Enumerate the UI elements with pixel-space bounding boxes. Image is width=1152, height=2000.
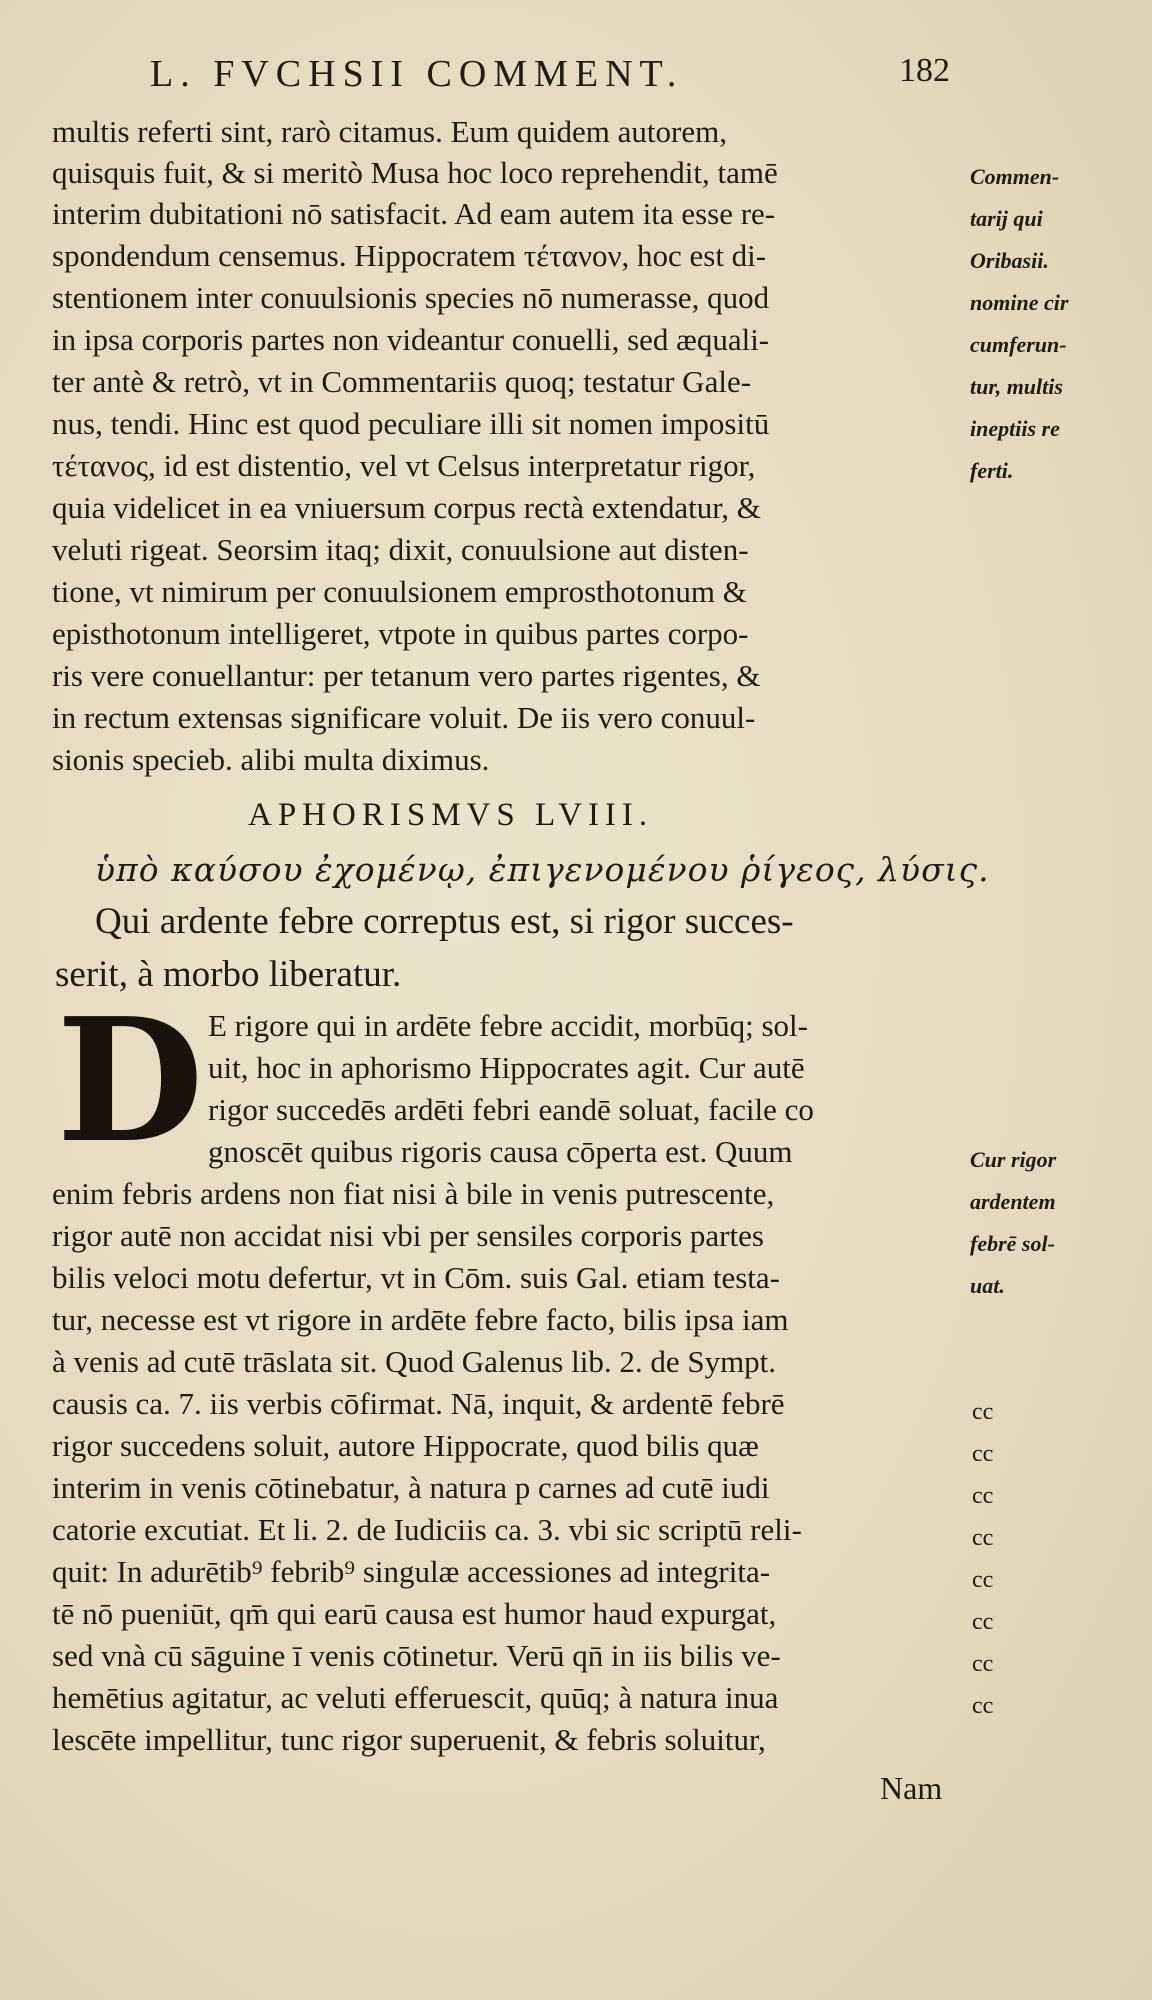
margin-note: Commen- bbox=[970, 164, 1060, 189]
text-line: gnoscēt quibus rigoris causa cōperta est. Quum bbox=[208, 1134, 793, 1169]
page-number: 182 bbox=[899, 52, 950, 89]
text-line: rigor autē non accidat nisi vbi per sensiles corporis partes bbox=[52, 1218, 764, 1253]
text-line: interim in venis cōtinebatur, à natura p carnes ad cutē iudi bbox=[52, 1470, 770, 1505]
aphorism-latin-line: Qui ardente febre correptus est, si rigor succes- bbox=[95, 901, 794, 942]
quote-mark: cc bbox=[972, 1567, 994, 1593]
quote-mark: cc bbox=[972, 1525, 994, 1551]
running-title: L. FVCHSII COMMENT. bbox=[150, 53, 684, 95]
quote-mark: cc bbox=[972, 1693, 994, 1719]
text-line: tione, vt nimirum per conuulsionem emprosthotonum & bbox=[52, 574, 747, 609]
text-line: multis referti sint, rarò citamus. Eum quidem autorem, bbox=[52, 114, 727, 149]
quote-mark: cc bbox=[972, 1609, 994, 1635]
margin-note: ardentem bbox=[970, 1189, 1056, 1214]
margin-note: ferti. bbox=[970, 458, 1014, 483]
text-line: episthotonum intelligeret, vtpote in quibus partes corpo- bbox=[52, 616, 749, 651]
text-line: lescēte impellitur, tunc rigor superuenit, & febris soluitur, bbox=[52, 1722, 766, 1757]
text-line: ter antè & retrò, vt in Commentariis quoq; testatur Gale- bbox=[52, 364, 752, 399]
text-line: rigor succedens soluit, autore Hippocrate, quod bilis quæ bbox=[52, 1428, 759, 1463]
margin-note: nomine cir bbox=[970, 290, 1069, 315]
aphorism-greek: ὑπὸ καύσου ἐχομένῳ, ἐπιγενομένου ῥίγεος, λύσις. bbox=[95, 850, 990, 889]
margin-note: uat. bbox=[970, 1273, 1005, 1298]
quote-mark: cc bbox=[972, 1441, 994, 1467]
text-line: veluti rigeat. Seorsim itaq; dixit, conuulsione aut disten- bbox=[52, 532, 749, 567]
drop-cap-initial: D bbox=[56, 981, 204, 1181]
text-line: sed vnà cū sāguine ī venis cōtinetur. Verū qn̄ in iis bilis ve- bbox=[52, 1638, 781, 1673]
text-line: catorie excutiat. Et li. 2. de Iudiciis ca. 3. vbi sic scriptū reli- bbox=[52, 1512, 802, 1547]
text-line: τέτανος, id est distentio, vel vt Celsus interpretatur rigor, bbox=[52, 448, 756, 483]
quote-mark: cc bbox=[972, 1651, 994, 1677]
text-line: sionis specieb. alibi multa diximus. bbox=[52, 742, 490, 777]
margin-note: Cur rigor bbox=[970, 1147, 1057, 1172]
text-line: rigor succedēs ardēti febri eandē soluat, facile co bbox=[208, 1092, 814, 1127]
text-line: tur, necesse est vt rigore in ardēte febre facto, bilis ipsa iam bbox=[52, 1302, 789, 1337]
margin-note: ineptiis re bbox=[970, 416, 1060, 441]
text-line: E rigore qui in ardēte febre accidit, morbūq; sol- bbox=[208, 1008, 808, 1043]
aphorism-latin-line: serit, à morbo liberatur. bbox=[55, 954, 402, 995]
running-header bbox=[150, 52, 950, 112]
text-line: in rectum extensas significare voluit. De iis vero conuul- bbox=[52, 700, 756, 735]
text-line: hemētius agitatur, ac veluti efferuescit, quūq; à natura inua bbox=[52, 1680, 779, 1715]
text-line: quia videlicet in ea vniuersum corpus rectà extendatur, & bbox=[52, 490, 761, 525]
margin-note: febrē sol- bbox=[970, 1231, 1055, 1256]
text-line: quit: In adurētib⁹ febrib⁹ singulæ accessiones ad integrita- bbox=[52, 1554, 771, 1589]
text-line: tē nō pueniūt, qm̄ qui earū causa est humor haud expurgat, bbox=[52, 1596, 777, 1631]
text-line: causis ca. 7. iis verbis cōfirmat. Nā, inquit, & ardentē febrē bbox=[52, 1386, 785, 1421]
margin-note: Oribasii. bbox=[970, 248, 1049, 273]
text-line: enim febris ardens non fiat nisi à bile in venis putrescente, bbox=[52, 1176, 775, 1211]
text-line: ris vere conuellantur: per tetanum vero partes rigentes, & bbox=[52, 658, 761, 693]
text-line: spondendum censemus. Hippocratem τέτανον, hoc est di- bbox=[52, 238, 767, 273]
text-line: uit, hoc in aphorismo Hippocrates agit. Cur autē bbox=[208, 1050, 805, 1085]
quote-mark: cc bbox=[972, 1483, 994, 1509]
text-line: stentionem inter conuulsionis species nō numerasse, quod bbox=[52, 280, 770, 315]
text-line: bilis veloci motu defertur, vt in Cōm. suis Gal. etiam testa- bbox=[52, 1260, 780, 1295]
text-line: interim dubitationi nō satisfacit. Ad eam autem ita esse re- bbox=[52, 196, 776, 231]
margin-note: tur, multis bbox=[970, 374, 1063, 399]
margin-note: cumferun- bbox=[970, 332, 1067, 357]
text-line: à venis ad cutē trāslata sit. Quod Galenus lib. 2. de Sympt. bbox=[52, 1344, 777, 1379]
aphorism-heading: APHORISMVS LVIII. bbox=[248, 797, 654, 833]
text-line: in ipsa corporis partes non videantur conuelli, sed æquali- bbox=[52, 322, 770, 357]
quote-mark: cc bbox=[972, 1399, 994, 1425]
margin-note: tarij qui bbox=[970, 206, 1043, 231]
catchword: Nam bbox=[880, 1770, 943, 1806]
text-line: quisquis fuit, & si meritò Musa hoc loco reprehendit, tamē bbox=[52, 155, 778, 190]
text-line: nus, tendi. Hinc est quod peculiare illi sit nomen impositū bbox=[52, 406, 770, 441]
